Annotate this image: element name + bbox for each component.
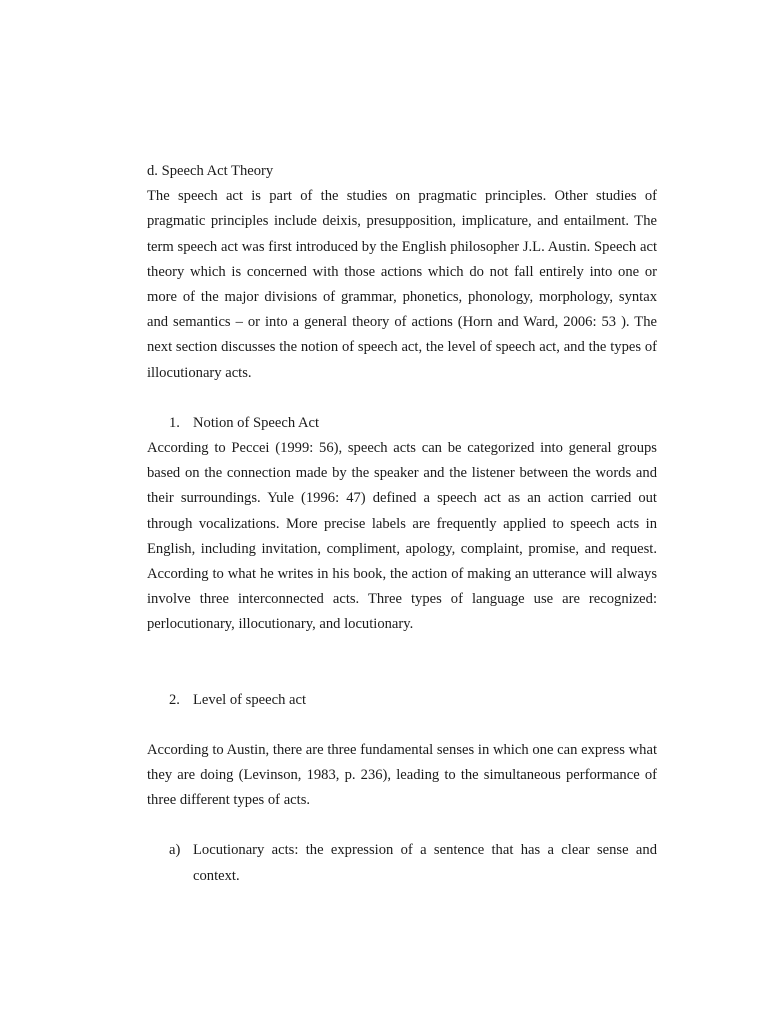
subsection-heading-notion: [147, 411, 657, 436]
document-page: [147, 159, 657, 889]
subsection-heading-level: [147, 688, 657, 713]
list-item-locutionary: [147, 838, 657, 888]
subsection-title: Level of speech act: [193, 691, 307, 708]
section-intro-paragraph: The speech act is part of the studies on pragmatic principles. Other studies of pragmatic principles include deixis, presupposition, implicature, and entailment. The term speech act was first introduced by the English philosopher J.L. Austin. Speech act theory which is concerned with those actions which do not fall entirely into one or more of the major divisions of grammar, phonetics, phonology, morphology, syntax and semantics – or into a general theory of actions (Horn and Ward, 2006: 53 ). The next section discusses the notion of speech act, the level of speech act, and the types of illocutionary acts.: [147, 188, 657, 381]
subsection-title: Notion of Speech Act: [193, 414, 320, 431]
subsection-number: 1.: [169, 414, 180, 431]
section-title: d. Speech Act Theory: [147, 163, 274, 179]
subsection-body-level: According to Austin, there are three fundamental senses in which one can express what they are doing (Levinson, 1983, p. 236), leading to the simultaneous performance of three different types of acts.: [147, 741, 657, 809]
list-item-text: Locutionary acts: the expression of a sentence that has a clear sense and context.: [193, 842, 657, 884]
subsection-number: 2.: [169, 691, 180, 708]
list-item-letter: a): [169, 842, 181, 859]
subsection-body-notion: According to Peccei (1999: 56), speech acts can be categorized into general groups based on the connection made by the speaker and the listener between the words and their surroundings. Yule (1996: 47) defined a speech act as an action carried out through vocalizations. More precise labels are frequently applied to speech acts in English, including invitation, compliment, apology, complaint, promise, and request. According to what he writes in his book, the action of making an utterance will always involve three interconnected acts. Three types of language use are recognized: perlocutionary, illocutionary, and locutionary.: [147, 440, 657, 633]
